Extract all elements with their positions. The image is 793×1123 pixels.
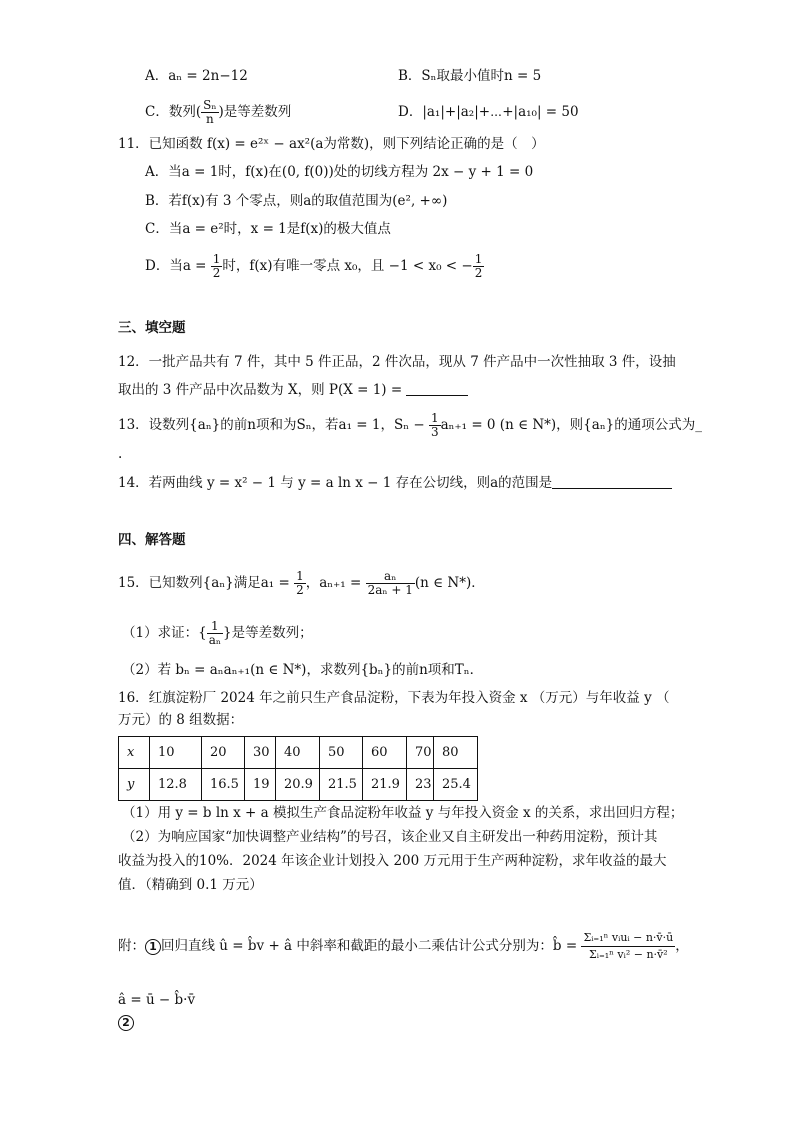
q15-part1 [122,620,313,647]
q15-p1-suffix: }是等差数列； [223,625,313,641]
q11-d-middle: 时，f(x)有唯一零点 x₀，且 −1 < x₀ < − [222,258,473,274]
q11-d-numerator: 1 [212,252,221,266]
q15-fraction1 [294,570,306,597]
q10-c-denominator: n [205,112,214,126]
table-cell: 25.4 [434,769,478,801]
circled-number-1: 1 [145,939,161,955]
q14-answer-blank[interactable] [552,474,672,489]
q16-part2-line1: （2）为响应国家“加快调整产业结构”的号召，该企业又自主研发出一种药用淀粉，预计其 [122,829,658,845]
slope-formula-fraction [581,930,675,963]
circled-number-2: 2 [118,1015,134,1031]
appendix-item-2 [118,1012,134,1032]
q11-option-d [145,253,484,280]
q11-d-fraction2 [473,253,485,280]
q13-line2: . [118,446,123,462]
q12-line2-text: 取出的 3 件产品中次品数为 X，则 P(X = 1) = [118,382,403,398]
q10-c-numerator: Sₙ [203,98,217,112]
q11-d-prefix: D．当a = [145,258,207,274]
table-cell: 12.8 [150,769,202,801]
q10-c-suffix: )是等差数列 [218,104,292,120]
table-cell: 19 [245,769,276,801]
appendix-formula-line [118,930,689,963]
table-cell: 23 [407,769,434,801]
q15-suffix: (n ∈ N*)． [414,575,485,591]
q15-p1-numerator: 1 [207,620,223,634]
q11-d-denominator: 2 [212,266,221,280]
q13-numerator: 1 [430,411,439,425]
q14-line [118,473,672,493]
q13-denominator: 3 [430,425,439,439]
q13-prefix: 13．设数列{aₙ}的前n项和为Sₙ，若a₁ = 1，Sₙ − [118,417,425,433]
q15-numerator2: aₙ [366,570,415,584]
table-cell: 21.5 [320,769,363,801]
q16-line1: 16．红旗淀粉厂 2024 年之前只生产食品淀粉，下表为年投入资金 x （万元）与年收益 y （ [118,690,670,706]
q12-line1: 12．一批产品共有 7 件，其中 5 件正品，2 件次品，现从 7 件产品中一次性抽取 3 件，设抽 [118,354,676,370]
table-cell: 16.5 [202,769,245,801]
q10-option-a: A．aₙ = 2n−12 [145,68,248,84]
q16-part1: （1）用 y = b ln x + a 模拟生产食品淀粉年收益 y 与年投入资金 x 的关系，求出回归方程； [122,805,684,821]
q16-part2-line3: 值．（精确到 0.1 万元） [118,877,263,893]
q10-c-fraction [201,99,218,126]
appendix-prefix: 附： [118,938,145,954]
q11-d-fraction [211,253,223,280]
q15-p1-fraction [207,620,223,647]
table-cell: 70 [407,737,434,769]
section-solve-heading: 四、解答题 [118,532,186,548]
table-row-y [119,769,478,801]
slope-denominator: Σᵢ₌₁ⁿ vᵢ² − n·v̄² [588,948,668,961]
q16-part2-line2: 收益为投入的10%．2024 年该企业计划投入 200 万元用于生产两种淀粉，求年收益的最大 [118,853,667,869]
appendix-text: 回归直线 û = b̂v + â 中斜率和截距的最小二乘估计公式分别为：b̂ = [161,938,578,954]
q11-option-a: A．当a = 1时，f(x)在(0, f(0))处的切线方程为 2x − y + 1 = 0 [145,164,534,180]
q15-denominator2: 2aₙ + 1 [367,583,413,597]
q16-line2: 万元）的 8 组数据： [118,712,244,728]
slope-numerator: Σᵢ₌₁ⁿ vᵢuᵢ − n·v̄·ū [581,930,675,947]
q15-p1-prefix: （1）求证：{ [122,625,207,641]
table-cell: 20.9 [276,769,320,801]
table-cell: 10 [150,737,202,769]
q10-option-c [145,99,291,126]
q15-numerator1: 1 [296,569,304,583]
q16-data-table [118,736,478,801]
table-row-x [119,737,478,769]
q11-d-denominator2: 2 [474,266,483,280]
q15-fraction2 [366,570,415,597]
q10-c-prefix: C．数列( [145,104,202,120]
table-cell: 30 [245,737,276,769]
q13-suffix: aₙ₊₁ = 0 (n ∈ N*)，则{aₙ}的通项公式为_ [440,417,702,433]
appendix-intercept-formula: â = ū − b̂·v̄ [118,992,196,1008]
q15-stem [118,570,485,597]
section-fill-in-heading: 三、填空题 [118,320,186,336]
table-cell: 80 [434,737,478,769]
q11-d-numerator2: 1 [474,252,483,266]
q15-p1-denominator: aₙ [208,633,222,647]
table-cell: 50 [320,737,363,769]
q14-text: 14．若两曲线 y = x² − 1 与 y = a ln x − 1 存在公切线，则a的范围是 [118,475,553,491]
table-cell: 21.9 [363,769,407,801]
table-cell: 60 [363,737,407,769]
q15-denominator1: 2 [296,583,304,597]
q15-part2: （2）若 bₙ = aₙaₙ₊₁(n ∈ N*)，求数列{bₙ}的前n项和Tₙ． [122,662,484,678]
appendix-comma: ， [675,938,689,954]
q11-option-b: B．若f(x)有 3 个零点，则a的取值范围为(e², +∞) [145,193,448,209]
table-cell: 20 [202,737,245,769]
q13-line1 [118,412,702,439]
q15-prefix: 15．已知数列{aₙ}满足a₁ = [118,575,290,591]
table-header-y: y [119,769,150,801]
q10-option-d: D．|a₁|+|a₂|+⋯+|a₁₀| = 50 [398,104,579,120]
q11-stem: 11．已知函数 f(x) = e²ˣ − ax²(a为常数)，则下列结论正确的是（ ） [118,136,545,152]
table-header-x: x [119,737,150,769]
q15-middle: ，aₙ₊₁ = [305,575,362,591]
q12-answer-blank[interactable] [406,381,468,396]
q11-option-c: C．当a = e²时，x = 1是f(x)的极大值点 [145,221,391,237]
q10-option-b: B．Sₙ取最小值时n = 5 [398,68,542,84]
q13-fraction [429,412,441,439]
table-cell: 40 [276,737,320,769]
q12-line2 [118,380,468,400]
